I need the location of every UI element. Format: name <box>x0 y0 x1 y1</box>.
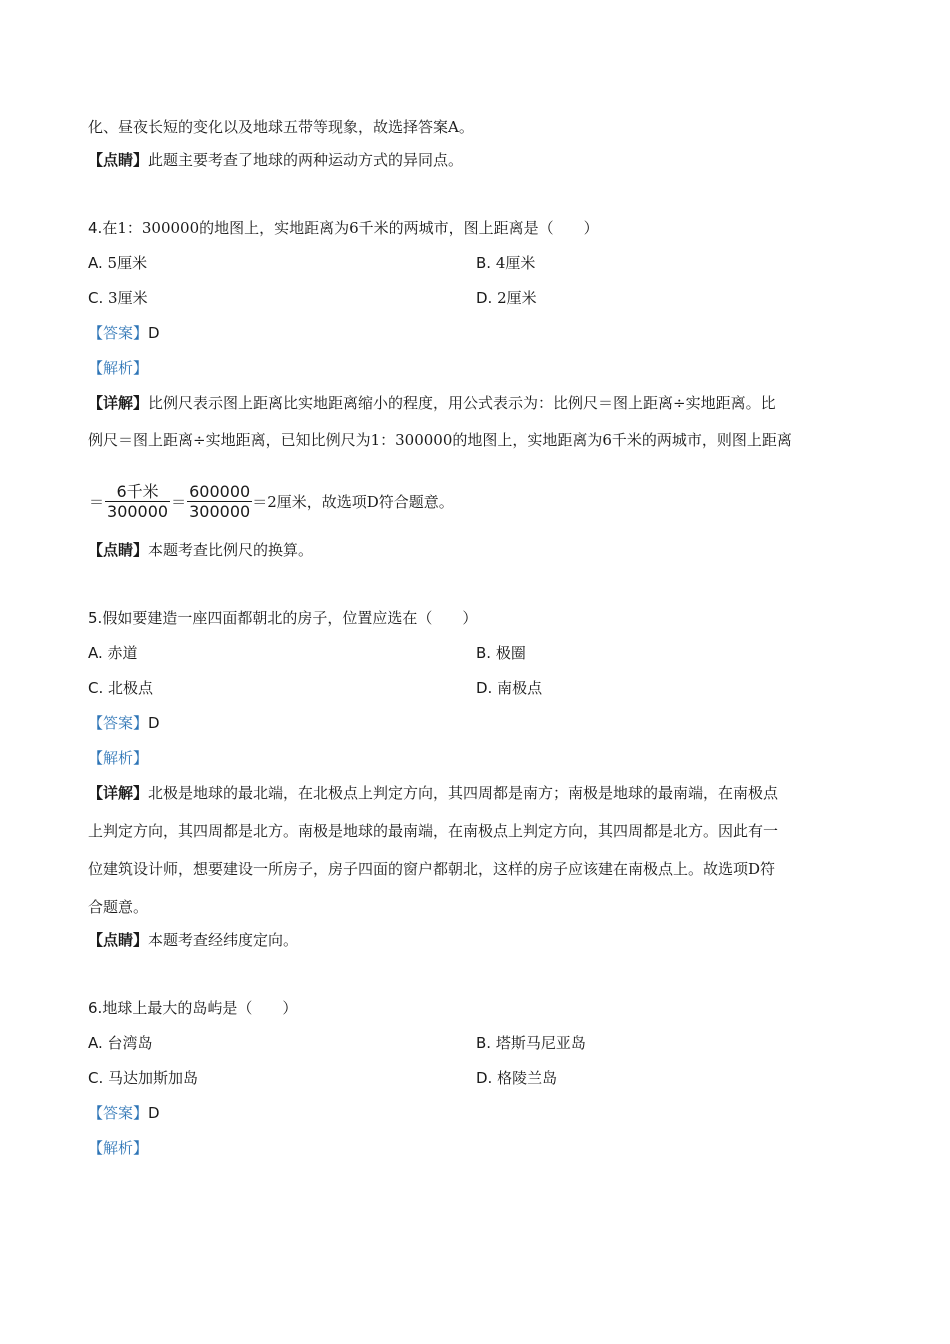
jiexi-label: 【解析】 <box>88 359 149 377</box>
detail-text: 位建筑设计师，想要建设一所房子，房子四面的窗户都朝北，这样的房子应该建在南极点上。故选项D符 <box>88 860 776 878</box>
dianjing-text: 本题考查比例尺的换算。 <box>148 541 314 559</box>
q5-option-b <box>476 643 526 663</box>
dianjing-text: 本题考查经纬度定向。 <box>148 931 299 949</box>
fraction-numerator: 600000 <box>189 481 251 501</box>
q4-answer <box>88 323 160 343</box>
option-text: 南极点 <box>497 679 543 697</box>
q5-detail-2 <box>88 821 778 841</box>
question-4 <box>88 218 599 238</box>
q4-option-c <box>88 288 148 308</box>
answer-value: D <box>148 324 160 342</box>
q6-jiexi <box>88 1138 148 1158</box>
option-letter: D. <box>476 1069 493 1087</box>
detail-text: 合题意。 <box>88 898 149 916</box>
dianjing-label: 【点睛】 <box>88 931 149 949</box>
equals-sign: ＝ <box>171 492 187 511</box>
option-letter: D. <box>476 289 493 307</box>
option-text: 格陵兰岛 <box>497 1069 558 1087</box>
q5-answer <box>88 713 160 733</box>
q5-option-a <box>88 643 138 663</box>
intro-dianjing <box>88 150 463 170</box>
question-text: 假如要建造一座四面都朝北的房子，位置应选在（ ） <box>102 609 478 627</box>
jiexi-label: 【解析】 <box>88 749 149 767</box>
q4-option-b <box>476 253 535 273</box>
detail-text: 北极是地球的最北端，在北极点上判定方向，其四周都是南方；南极是地球的最南端，在南极点 <box>148 784 779 802</box>
option-letter: C. <box>88 289 104 307</box>
detail-text: 比例尺表示图上距离比实地距离缩小的程度，用公式表示为：比例尺＝图上距离÷实地距离。比 <box>148 394 776 412</box>
option-letter: B. <box>476 254 492 272</box>
q4-formula <box>88 478 454 524</box>
detail-text: 例尺＝图上距离÷实地距离，已知比例尺为1：300000的地图上，实地距离为6千米的两城市，则图上距离 <box>88 431 792 449</box>
q4-dianjing <box>88 540 313 560</box>
option-letter: D. <box>476 679 493 697</box>
fraction-1 <box>105 482 170 521</box>
dianjing-label: 【点睛】 <box>88 151 149 169</box>
question-number: 6. <box>88 999 103 1017</box>
dianjing-text: 此题主要考查了地球的两种运动方式的异同点。 <box>148 151 464 169</box>
q4-option-d <box>476 288 537 308</box>
q6-option-c <box>88 1068 198 1088</box>
q4-jiexi <box>88 358 148 378</box>
q6-option-b <box>476 1033 586 1053</box>
fraction-denominator: 300000 <box>107 501 169 521</box>
option-letter: B. <box>476 1034 492 1052</box>
q5-dianjing <box>88 930 298 950</box>
answer-value: D <box>148 1104 160 1122</box>
answer-label: 【答案】 <box>88 1104 149 1122</box>
option-letter: C. <box>88 1069 104 1087</box>
option-letter: A. <box>88 644 103 662</box>
question-text: 在1：300000的地图上，实地距离为6千米的两城市，图上距离是（ ） <box>102 219 599 237</box>
detail-label: 【详解】 <box>88 394 149 412</box>
q4-option-a <box>88 253 147 273</box>
q6-answer <box>88 1103 160 1123</box>
q4-detail-2 <box>88 430 792 450</box>
option-letter: C. <box>88 679 104 697</box>
q4-detail-1 <box>88 393 776 413</box>
q5-detail-1 <box>88 783 778 803</box>
jiexi-label: 【解析】 <box>88 1139 149 1157</box>
option-letter: B. <box>476 644 492 662</box>
q6-option-a <box>88 1033 153 1053</box>
option-text: 2厘米 <box>497 289 537 307</box>
fraction-denominator: 300000 <box>189 501 251 521</box>
q5-detail-3 <box>88 859 775 879</box>
question-6 <box>88 998 297 1018</box>
fraction-2 <box>187 482 252 521</box>
question-text: 地球上最大的岛屿是（ ） <box>102 999 298 1017</box>
answer-label: 【答案】 <box>88 324 149 342</box>
option-text: 赤道 <box>107 644 138 662</box>
detail-text: 上判定方向，其四周都是北方。南极是地球的最南端，在南极点上判定方向，其四周都是北方。因此有一 <box>88 822 779 840</box>
q5-jiexi <box>88 748 148 768</box>
option-text: 台湾岛 <box>107 1034 153 1052</box>
option-text: 马达加斯加岛 <box>108 1069 199 1087</box>
fraction-numerator: 6千米 <box>105 482 170 502</box>
answer-label: 【答案】 <box>88 714 149 732</box>
formula-result: ＝2厘米，故选项D符合题意。 <box>252 492 454 511</box>
option-text: 北极点 <box>108 679 154 697</box>
question-5 <box>88 608 477 628</box>
option-text: 塔斯马尼亚岛 <box>495 1034 586 1052</box>
option-text: 5厘米 <box>107 254 148 272</box>
q5-option-c <box>88 678 153 698</box>
option-text: 4厘米 <box>495 254 536 272</box>
question-number: 5. <box>88 609 103 627</box>
dianjing-label: 【点睛】 <box>88 541 149 559</box>
option-letter: A. <box>88 254 103 272</box>
option-text: 极圈 <box>495 644 526 662</box>
equals-sign: ＝ <box>89 492 105 511</box>
detail-label: 【详解】 <box>88 784 149 802</box>
question-number: 4. <box>88 219 103 237</box>
intro-line <box>88 117 474 137</box>
answer-value: D <box>148 714 160 732</box>
q6-option-d <box>476 1068 557 1088</box>
q5-detail-4 <box>88 897 148 917</box>
option-text: 3厘米 <box>108 289 148 307</box>
option-letter: A. <box>88 1034 103 1052</box>
intro-text: 化、昼夜长短的变化以及地球五带等现象，故选择答案A。 <box>88 118 474 136</box>
q5-option-d <box>476 678 542 698</box>
